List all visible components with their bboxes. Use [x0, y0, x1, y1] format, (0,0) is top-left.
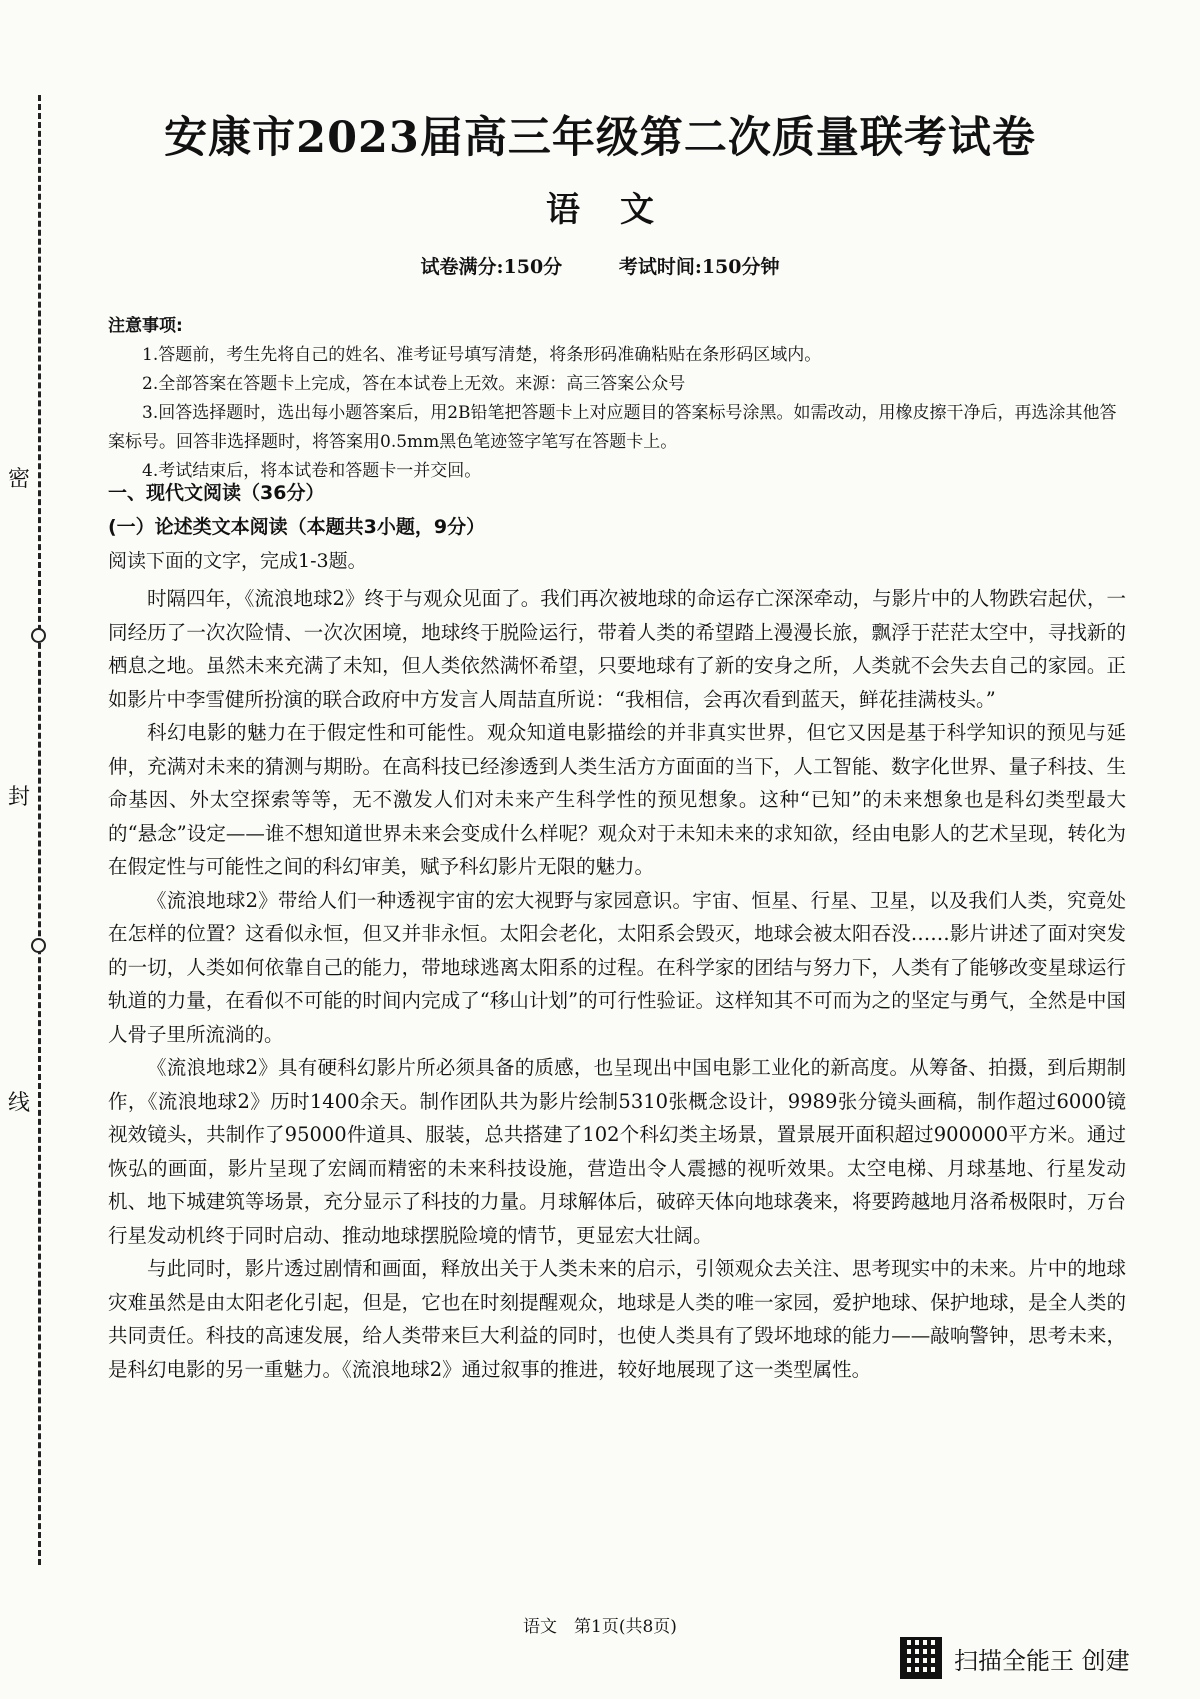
- passage-paragraph: 科幻电影的魅力在于假定性和可能性。观众知道电影描绘的并非真实世界，但它又因是基于科学知识的预见与延伸，充满对未来的猜测与期盼。在高科技已经渗透到人类生活方方面面的当下，人工智能、数字化世界、量子科技、生命基因、外太空探索等等，无不激发人们对未来产生科学性的预见想象。这种“已知”的未来想象也是科幻类型最大的“悬念”设定——谁不想知道世界未来会变成什么样呢？观众对于未知未来的求知欲，经由电影人的艺术呈现，转化为在假定性与可能性之间的科幻审美，赋予科幻影片无限的魅力。: [108, 721, 1126, 878]
- binding-char-seal: 密: [7, 467, 30, 492]
- page-footer: 语文 第1页(共8页): [523, 1617, 677, 1637]
- binding-circle-icon: [31, 628, 46, 643]
- notes-item: 2.全部答案在答题卡上完成，答在本试卷上无效。来源：高三答案公众号: [142, 374, 686, 394]
- section-heading: 一、现代文阅读（36分）: [108, 482, 325, 504]
- subject-title: 语文: [546, 190, 694, 230]
- passage-paragraph: 《流浪地球2》带给人们一种透视宇宙的宏大视野与家园意识。宇宙、恒星、行星、卫星，以及我们人类，究竟处在怎样的位置？这看似永恒，但又并非永恒。太阳会老化，太阳系会毁灭，地球会被太阳吞没……影片讲述了面对突发的一切，人类如何依靠自己的能力，带地球逃离太阳系的过程。在科学家的团结与努力下，人类有了能够改变星球运行轨道的力量，在看似不可能的时间内完成了“移山计划”的可行性验证。这样知其不可而为之的坚定与勇气，全然是中国人骨子里所流淌的。: [108, 888, 1126, 1046]
- notes-heading: 注意事项:: [108, 316, 183, 336]
- subsection-heading: (一）论述类文本阅读（本题共3小题，9分）: [108, 516, 486, 538]
- exam-meta: [0, 252, 1200, 279]
- binding-circle-icon: [31, 938, 46, 953]
- notes-item: 3.回答选择题时，选出每小题答案后，用2B铅笔把答题卡上对应题目的答案标号涂黑。如需改动，用橡皮擦干净后，再选涂其他答案标号。回答非选择题时，将答案用0.5mm黑色笔迹签字笔写在答题卡上。: [108, 403, 1117, 452]
- scanner-watermark: [900, 1637, 1130, 1679]
- exam-title: 安康市2023届高三年级第二次质量联考试卷: [164, 113, 1036, 163]
- notes-item: 4.考试结束后，将本试卷和答题卡一并交回。: [142, 461, 482, 481]
- passage-paragraph: 时隔四年，《流浪地球2》终于与观众见面了。我们再次被地球的命运存亡深深牵动，与影片中的人物跌宕起伏，一同经历了一次次险情、一次次困境，地球终于脱险运行，带着人类的希望踏上漫漫长旅，飘浮于茫茫太空中，寻找新的栖息之地。虽然未来充满了未知，但人类依然满怀希望，只要地球有了新的安身之所，人类就不会失去自己的家园。正如影片中李雪健所扮演的联合政府中方发言人周喆直所说：“我相信，会再次看到蓝天，鲜花挂满枝头。”: [108, 587, 1126, 711]
- qr-code-icon: [900, 1637, 942, 1679]
- passage-paragraph: 与此同时，影片透过剧情和画面，释放出关于人类未来的启示，引领观众去关注、思考现实中的未来。片中的地球灾难虽然是由太阳老化引起，但是，它也在时刻提醒观众，地球是人类的唯一家园，爱护地球、保护地球，是全人类的共同责任。科技的高速发展，给人类带来巨大利益的同时，也使人类具有了毁坏地球的能力——敲响警钟，思考未来，是科幻电影的另一重魅力。《流浪地球2》通过叙事的推进，较好地展现了这一类型属性。: [108, 1257, 1126, 1381]
- binding-char-close: 封: [7, 785, 30, 810]
- notes-block: [108, 312, 1123, 486]
- binding-char-line: 线: [7, 1091, 30, 1116]
- scanner-label: 扫描全能王 创建: [954, 1646, 1130, 1675]
- binding-dashed-line: [38, 95, 41, 1565]
- full-score: 试卷满分:150分: [420, 256, 563, 278]
- reading-instruction: 阅读下面的文字，完成1-3题。: [108, 550, 367, 572]
- notes-item: 1.答题前，考生先将自己的姓名、准考证号填写清楚，将条形码准确粘贴在条形码区域内。: [142, 345, 822, 365]
- passage-paragraph: 《流浪地球2》具有硬科幻影片所必须具备的质感，也呈现出中国电影工业化的新高度。从筹备、拍摄，到后期制作，《流浪地球2》历时1400余天。制作团队共为影片绘制5310张概念设计，9989张分镜头画稿，制作超过6000镜视效镜头，共制作了95000件道具、服装，总共搭建了102个科幻类主场景，置景展开面积超过900000平方米。通过恢弘的画面，影片呈现了宏阔而精密的未来科技设施，营造出令人震撼的视听效果。太空电梯、月球基地、行星发动机、地下城建筑等场景，充分显示了科技的力量。月球解体后，破碎天体向地球袭来，将要跨越地月洛希极限时，万台行星发动机终于同时启动、推动地球摆脱险境的情节，更显宏大壮阔。: [108, 1056, 1126, 1247]
- exam-time: 考试时间:150分钟: [618, 256, 780, 278]
- reading-passage: [108, 582, 1126, 1386]
